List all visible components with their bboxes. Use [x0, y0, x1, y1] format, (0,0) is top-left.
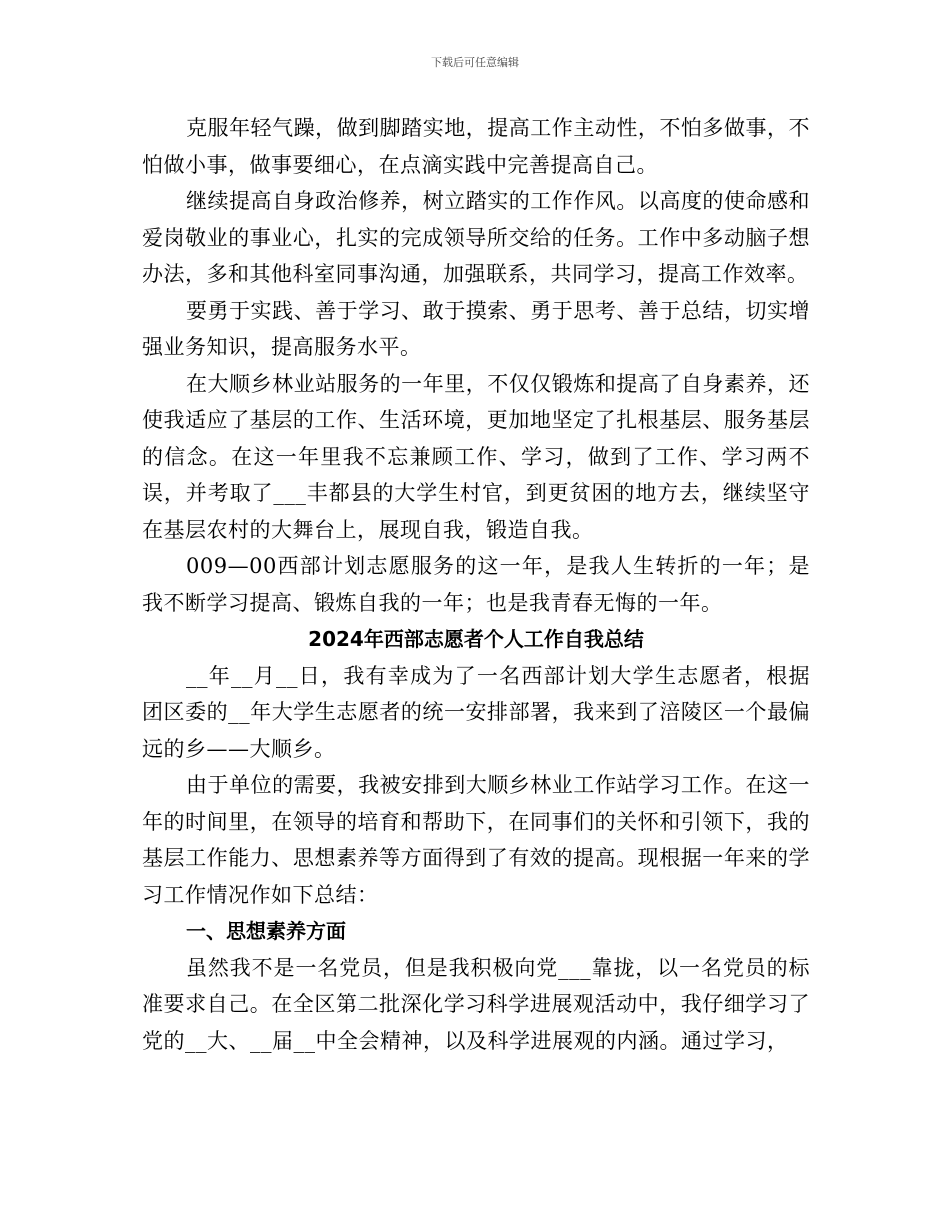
- paragraph: 009—00西部计划志愿服务的这一年，是我人生转折的一年；是我不断学习提高、锻炼自我的一年；也是我青春无悔的一年。: [142, 554, 810, 615]
- paragraph: __年__月__日，我有幸成为了一名西部计划大学生志愿者，根据团区委的__年大学生志愿者的统一安排部署，我来到了涪陵区一个最偏远的乡——大顺乡。: [142, 663, 810, 761]
- paragraph: 虽然我不是一名党员，但是我积极向党___靠拢，以一名党员的标准要求自己。在全区第二批深化学习科学进展观活动中，我仔细学习了党的__大、__届__中全会精神，以及科学进展观的内涵。通过学习，: [142, 955, 810, 1053]
- document-title: 2024年西部志愿者个人工作自我总结: [308, 627, 644, 651]
- document-body: [142, 110, 810, 1059]
- paragraph: 克服年轻气躁，做到脚踏实地，提高工作主动性，不怕多做事，不怕做小事，做事要细心，在点滴实践中完善提高自己。: [142, 116, 810, 177]
- paragraph: 在大顺乡林业站服务的一年里，不仅仅锻炼和提高了自身素养，还使我适应了基层的工作、生活环境，更加地坚定了扎根基层、服务基层的信念。在这一年里我不忘兼顾工作、学习，做到了工作、学习两不误，并考取了___丰都县的大学生村官，到更贫困的地方去，继续坚守在基层农村的大舞台上，展现自我，锻造自我。: [142, 371, 810, 542]
- paragraph: 继续提高自身政治修养，树立踏实的工作作风。以高度的使命感和爱岗敬业的事业心，扎实的完成领导所交给的任务。工作中多动脑子想办法，多和其他科室同事沟通，加强联系，共同学习，提高工作效率。: [142, 189, 810, 286]
- section-heading: 一、思想素养方面: [186, 919, 346, 943]
- page-header: 下载后可任意编辑: [431, 56, 519, 69]
- paragraph: 要勇于实践、善于学习、敢于摸索、勇于思考、善于总结，切实增强业务知识，提高服务水平。: [142, 298, 810, 359]
- paragraph: 由于单位的需要，我被安排到大顺乡林业工作站学习工作。在这一年的时间里，在领导的培育和帮助下，在同事们的关怀和引领下，我的基层工作能力、思想素养等方面得到了有效的提高。现根据一年来的学习工作情况作如下总结：: [142, 773, 810, 907]
